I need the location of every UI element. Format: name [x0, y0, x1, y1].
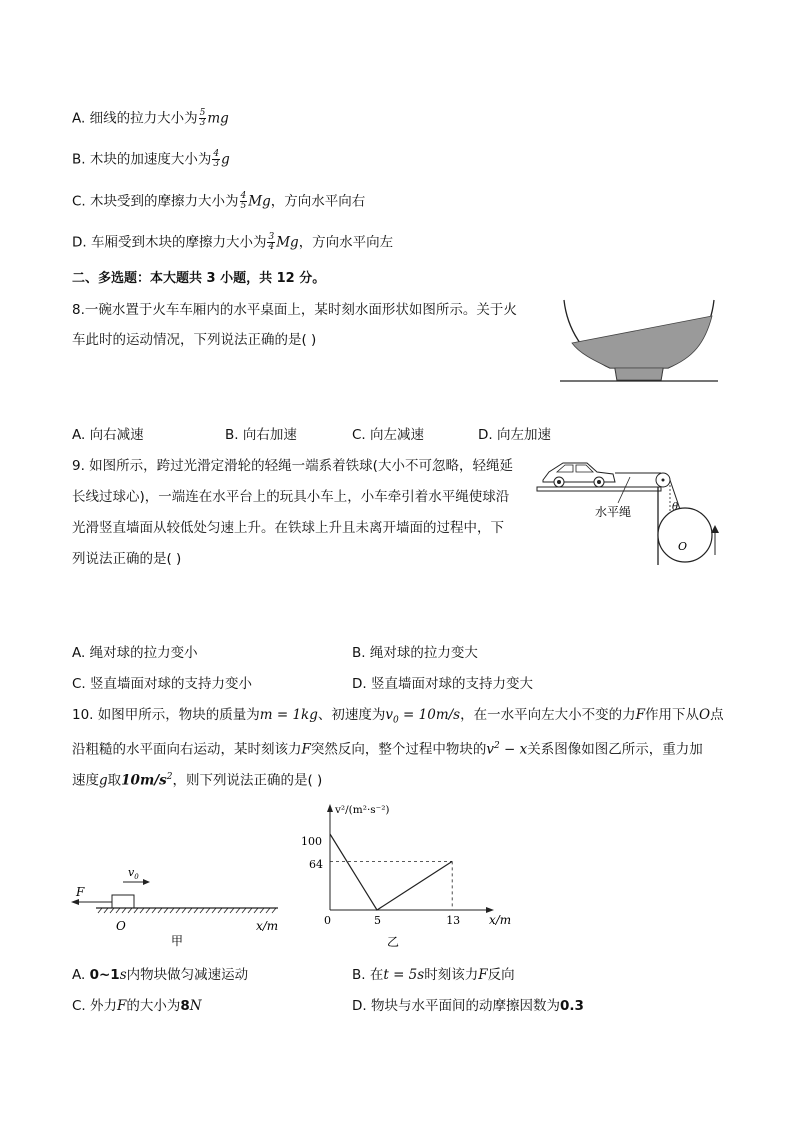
q9-stem-line2: 长线过球心)，一端连在水平台上的玩具小车上，小车牵引着水平绳使球沿	[72, 489, 510, 505]
q8-stem-line1: 8.一碗水置于火车车厢内的水平桌面上，某时刻水面形状如图所示。关于火	[72, 302, 517, 318]
fraction: $\frac{4}{3}$	[213, 149, 220, 169]
q9-option-d: D. 竖直墙面对球的支持力变大	[352, 676, 533, 692]
fraction: $\frac{3}{4}$	[268, 232, 275, 252]
q7-option-d: D. 车厢受到木块的摩擦力大小为 $\frac{3}{4}$ Mg，方向水平向左	[72, 232, 394, 252]
caption-yi: 乙	[387, 935, 400, 949]
platform	[537, 487, 661, 491]
v0-label: $v_0$	[128, 866, 139, 881]
x-tick-13: 13	[446, 914, 461, 927]
fraction: $\frac{4}{5}$	[240, 191, 247, 211]
q9-stem-line1: 9. 如图所示，跨过光滑定滑轮的轻绳一端系着铁球(大小不可忽略，轻绳延	[72, 458, 513, 474]
q9-stem-line4: 列说法正确的是( )	[72, 551, 182, 567]
q9-option-c: C. 竖直墙面对球的支持力变小	[72, 676, 253, 692]
v2-x-series-line	[330, 834, 452, 910]
ground-hatch	[98, 908, 276, 913]
rope-label: 水平绳	[595, 505, 632, 519]
q10-option-a: A. 0~1s内物块做匀减速运动	[72, 967, 249, 983]
q7-option-a: A. 细线的拉力大小为 $\frac{5}{3}$ mg	[72, 108, 229, 128]
fraction: $\frac{5}{3}$	[199, 108, 206, 128]
q9-option-b: B. 绳对球的拉力变大	[352, 645, 478, 661]
x-tick-5: 5	[374, 914, 381, 927]
toy-car	[543, 463, 615, 482]
block	[112, 895, 134, 908]
figure-yi-chart	[295, 798, 512, 953]
q8-option-d: D. 向左加速	[478, 427, 551, 443]
pulley-figure	[535, 455, 725, 570]
q9-option-a: A. 绳对球的拉力变小	[72, 645, 198, 661]
force-label: F	[76, 885, 85, 899]
y-tick-64: 64	[309, 858, 323, 871]
q10-option-d: D. 物块与水平面间的动摩擦因数为0.3	[352, 998, 584, 1014]
q9-stem-line3: 光滑竖直墙面从较低处匀速上升。在铁球上升且未离开墙面的过程中，下	[72, 520, 504, 536]
center-label: O	[678, 540, 688, 553]
q8-option-b: B. 向右加速	[225, 427, 297, 443]
y-tick-100: 100	[301, 835, 322, 848]
q7-option-c: C. 木块受到的摩擦力大小为 $\frac{4}{5}$ Mg，方向水平向右	[72, 191, 366, 211]
q8-option-c: C. 向左减速	[352, 427, 425, 443]
caption-jia: 甲	[171, 934, 184, 948]
arrow-right-icon	[143, 879, 150, 885]
y-axis-label: v²/(m²·s⁻²)	[335, 804, 390, 816]
x-axis-label: x/m	[489, 913, 512, 927]
y-axis-arrow-icon	[327, 804, 333, 812]
q8-option-a: A. 向右减速	[72, 427, 144, 443]
origin-label: O	[116, 919, 126, 933]
water-surface	[572, 316, 712, 368]
theta-label: θ	[672, 502, 679, 513]
q10-stem-line2: 沿粗糙的水平面向右运动，某时刻该力F突然反向，整个过程中物块的$v^2 - x$关系图像如图乙所示，重力加	[72, 741, 703, 758]
q10-stem-line1: 10. 如图甲所示，物块的质量为m = 1kg、初速度为$v_0 = 10m/s$，在一水平向左大小不变的力F作用下从O点	[72, 707, 724, 726]
figure-jia	[68, 860, 293, 950]
bowl-base	[615, 368, 663, 380]
q10-option-b: B. 在t = 5s时刻该力F反向	[352, 967, 515, 983]
iron-ball	[658, 508, 712, 562]
x-tick-0: 0	[324, 914, 331, 927]
q10-option-c: C. 外力F的大小为8N	[72, 998, 202, 1014]
q7-option-b: B. 木块的加速度大小为 $\frac{4}{3}$ g	[72, 149, 230, 169]
bowl-figure	[555, 298, 725, 388]
q10-stem-line3: 速度g取$10m/s^2$，则下列说法正确的是( )	[72, 772, 323, 789]
arrow-head-icon	[711, 525, 719, 533]
arrow-left-icon	[71, 899, 79, 905]
section-heading: 二、多选题：本大题共 3 小题，共 12 分。	[72, 271, 326, 286]
x-axis-label: x/m	[256, 919, 279, 933]
q8-stem-line2: 车此时的运动情况，下列说法正确的是( )	[72, 332, 317, 348]
